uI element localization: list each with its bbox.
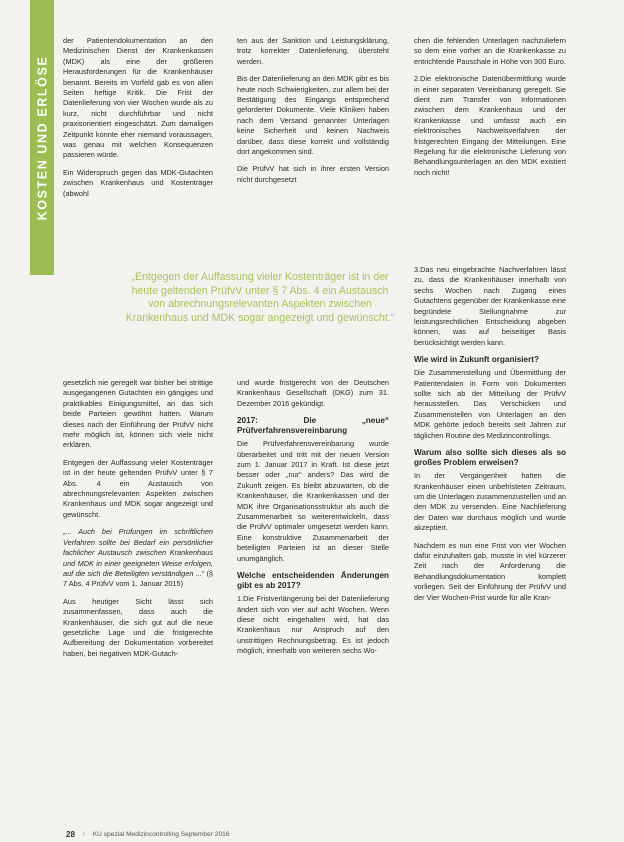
legal-quote — [63, 527, 213, 589]
paragraph: Ein Widerspruch gegen das MDK-Gutachten zwischen Krankenhaus und Kostenträger (abwohl — [63, 167, 213, 198]
paragraph: 1.Die Fristverlängerung bei der Datenlieferung ändert sich von vier auf acht Wochen. Wenn diese nicht eingehalten wird, hat das Krankenhaus nur Anspruch auf den unstrittigen Rechnungsbetrag. Es ist jedoch möglich, innerhalb von weiteren sechs Wo- — [237, 594, 389, 656]
bottom-column-1 — [63, 378, 213, 818]
legal-quote-reference: (§ 7 Abs. 4 PrüfvV vom 1. Januar 2015) — [63, 568, 213, 589]
paragraph: 3.Das neu eingebrachte Nachverfahren lässt zu, dass die Krankenhäuser innerhalb von sechs Wochen nach Zugang eines Gutachtens gegenüber der Krankenkasse eine begründete Stellungnahme zur leistungsrechtlichen Entscheidung abgeben können, was auf beiseitiger Basis berücksichtigt werden kann. — [414, 265, 566, 347]
paragraph: und wurde fristgerecht von der Deutschen Krankenhaus Gesellschaft (DKG) zum 31. Dezember 2016 gekündigt. — [237, 378, 389, 408]
subheading: Wie wird in Zukunft organisiert? — [414, 355, 540, 365]
paragraph: Entgegen der Auffassung vieler Kostenträger ist in der heute geltenden PrüfvV unter § 7 Abs. 4 ein Austausch von abrechnungsrelevanten Aspekten zwischen Krankenhaus und MDK sogar angezeigt und gewünscht. — [63, 457, 213, 519]
footer-separator: / — [82, 831, 85, 838]
bottom-column-2 — [237, 378, 389, 818]
section-label — [30, 0, 54, 275]
paragraph: In der Vergangenheit hatten die Krankenhäuser einen unbefristeten Zeitraum, um die Unterlagen zusammenzustellen und an den MDK zu versenden. Eine Nachlieferung der Daten war durchaus möglich und wurde akzeptiert. — [414, 471, 566, 533]
pull-quote-text: „Entgegen der Auffassung vieler Kostenträger ist in der heute geltenden PrüfvV unter § 7 Abs. 4 ein Austausch von abrechnungsrelevanten Aspekten zwischen Krankenhaus und MDK sogar angezeigt und gewünscht.“ — [125, 271, 395, 324]
paragraph: Die Prüfverfahrensvereinbarung wurde überarbeitet und tritt mit der neuen Version zum 1. Januar 2017 in Kraft. Ist diese jetzt besser oder „nur“ anders? Das wird die Zukunft zeigen. Es bleibt abzuwarten, ob die Krankenhäuser, die Krankenkassen und der MDK ihre Organisationsstruktur als auch die Zusammenarbeit so weiterentwickeln, dass die PrüfvV optimaler umgesetzt werden kann. Eine konstruktive Zusammenarbeit der beteiligten Parteien ist an dieser Stelle unumgänglich. — [237, 439, 389, 563]
publication-source: KU spezial Medizincontrolling September 2016 — [92, 831, 230, 838]
top-column-1 — [63, 36, 213, 254]
section-label-text: KOSTEN UND ERLÖSE — [35, 55, 49, 220]
page-footer — [66, 830, 229, 839]
paragraph: ten aus der Sanktion und Leistungsklärung, trotz korrekter Datenlieferung, übersteht werden. — [237, 36, 389, 66]
subheading: Warum also sollte sich dieses als so großes Problem erweisen? — [414, 448, 566, 468]
paragraph: Die PrüfvV hat sich in ihrer ersten Version nicht durchgesetzt — [237, 164, 389, 184]
top-column-2 — [237, 36, 389, 258]
paragraph: Nachdem es nun eine Frist von vier Wochen dafür einzuhalten gab, musste in viel kürzerer Zeit nach der Anforderung die Behandlungsdokumentation komplett vorliegen. Seit der Einführung der PrüfvV und der Vier Wochen-Frist wurde für alle Kran- — [414, 540, 566, 602]
pull-quote — [122, 271, 398, 325]
top-column-3 — [414, 36, 566, 258]
subheading: 2017: Die „neue“ Prüfverfahrensvereinbarung — [237, 416, 389, 436]
paragraph: chen die fehlenden Unterlagen nachzuliefern so dem eine vorher an die Krankenkasse zu entrichtende Pauschale in Höhe von 300 Euro. — [414, 36, 566, 66]
page-number: 28 — [66, 830, 75, 839]
paragraph: gesetzlich nie geregelt war bisher bei strittige ausgegangenen Gutachten ein gängiges und praktikables Einigungsmittel, an das sich beide Parteien gewöhnt hatten. Warum dieses nach der Einführung der PrüfvV nicht mehr möglich ist, können sich viele nicht erklären. — [63, 378, 213, 450]
subheading: Welche entscheidenden Änderungen gibt es ab 2017? — [237, 571, 389, 591]
paragraph: Die Zusammenstellung und Übermittlung der Patientendaten in Form von Dokumenten sollte sich ab der Mitteilung der PrüfvV herausstellen. Das Verschicken und Zusammenstellen von Unterlagen an den MDK gehörte jedoch bereits seit Jahren zur täglichen Routine des Medizincontrollings. — [414, 368, 566, 440]
paragraph: Aus heutiger Sicht lässt sich zusammenfassen, dass auch die Krankenhäuser, die sich gut auf die neue gesetzliche Lage und die fristgerechte Aufbereitung der Dokumentation vorbereitet haben, bei negativen MDK-Gutach- — [63, 596, 213, 658]
bottom-column-3 — [414, 265, 566, 818]
paragraph: Bis der Datenlieferung an den MDK gibt es bis heute noch Schwierigkeiten, zur allem bei der Bestätigung des Eingangs entsprechend geforderter Dokumente. Viele Kliniken haben nach dem Versand genannter Unterlagen keine Sicherheit und keinen Nachweis darüber, dass diese korrekt und vollständig dort angekommen sind. — [237, 74, 389, 157]
paragraph: 2.Die elektronische Datenübermittlung wurde in einer separaten Vereinbarung geregelt. Sie dient zum Transfer von Informationen zwischen dem Krankenhaus und der Krankenkasse und umfasst auch ein elektronisches Nachweisverfahren der fristgerechten Eingang der Mitteilungen. Eine Regelung für die elektronische Lieferung von Behandlungsunterlagen an den MDK existiert noch nicht! — [414, 74, 566, 177]
paragraph: der Patientendokumentation an den Medizinischen Dienst der Krankenkassen (MDK) als eine der größeren Herausforderungen für die Krankenhäuser benannt. Bereits im Vorfeld gab es von allen Seiten heftige Kritik. Die Frist der Datenlieferung von vier Wochen wurde als zu kurz, nicht durchführbar und nicht praxisorientiert eingeschätzt. Zum damaligen Zeitpunkt konnte eher niemand voraussagen, was genau mit welchen Konsequenzen passieren würde. — [63, 36, 213, 160]
legal-quote-text: „... Auch bei Prüfungen im schriftlichen Verfahren sollte bei Bedarf ein persönlicher fachlicher Austausch zwischen Krankenhaus und MDK in einer geeigneten Weise erfolgen, auf die sich die Beteiligten verständigen ...“ — [63, 527, 213, 578]
